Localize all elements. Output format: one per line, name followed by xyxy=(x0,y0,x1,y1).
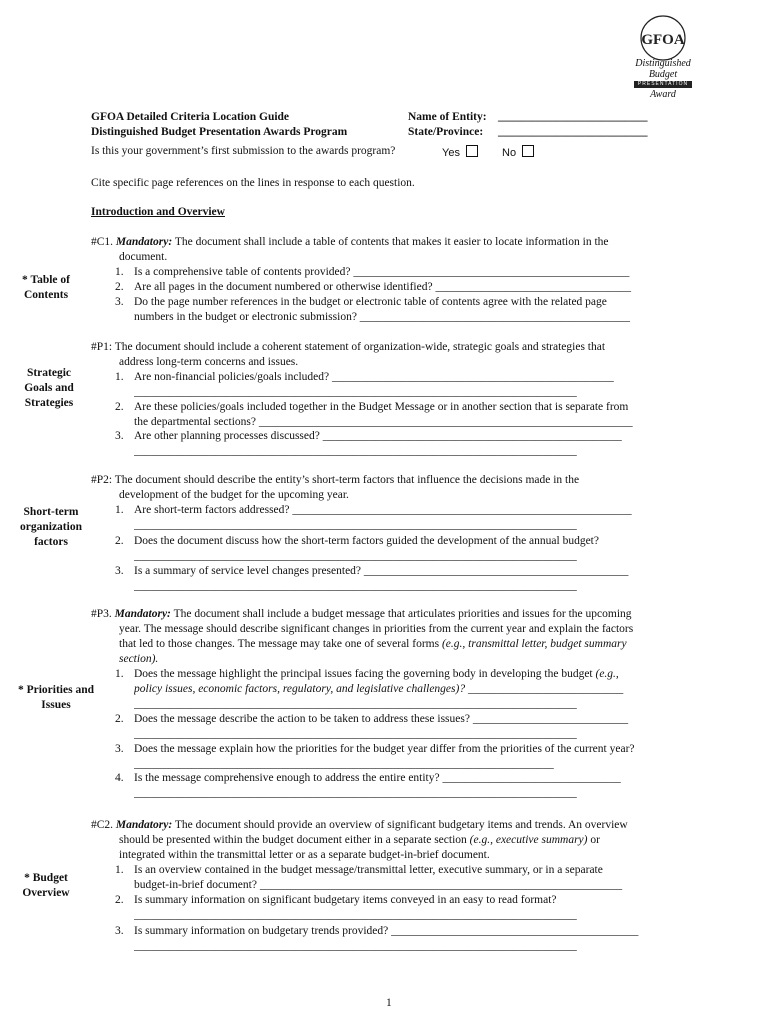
p1-q1-answer-line[interactable]: _____________________________________________________________________________ xyxy=(134,386,577,398)
guide-title: GFOA Detailed Criteria Location Guide xyxy=(91,111,290,123)
c1-q2-number: 2. xyxy=(115,281,124,293)
p2-q3-number: 3. xyxy=(115,565,124,577)
c2-q2-number: 2. xyxy=(115,894,124,906)
p3-q4-number: 4. xyxy=(115,772,124,784)
sidebar-label-budget xyxy=(10,871,82,901)
p1-criterion: #P1: The document should include a coherent statement of organization-wide, strategic goals and strategies that xyxy=(91,341,606,353)
p3-criterion-line2: year. The message should describe significant changes in priorities from the current year and explain the factors xyxy=(119,623,634,635)
p3-criterion xyxy=(91,607,690,622)
no-label: No xyxy=(502,147,517,159)
p1-criterion-cont: address long-term concerns and issues. xyxy=(119,356,299,368)
c2-criterion-line2 xyxy=(119,833,690,848)
sidebar-strategic-line2: Goals and xyxy=(24,382,74,394)
sidebar-shortterm-line2: organization xyxy=(20,521,82,533)
state-label: State/Province: xyxy=(408,126,484,138)
p2-question-1[interactable] xyxy=(115,503,690,518)
c2-q2-text: Is summary information on significant budgetary items conveyed in an easy to read format? xyxy=(134,894,557,906)
logo-letters: GFOA xyxy=(641,32,685,48)
c1-criterion xyxy=(91,235,690,250)
p1-q2-number: 2. xyxy=(115,401,124,413)
state-field[interactable]: __________________________ xyxy=(498,126,648,138)
c2-q3-number: 3. xyxy=(115,925,124,937)
c1-code: #C1. xyxy=(91,236,114,248)
c1-q3-text-cont[interactable]: numbers in the budget or electronic submission? _______________________________________________ xyxy=(134,311,631,323)
c1-q1-number: 1. xyxy=(115,266,124,278)
p2-criterion: #P2: The document should describe the entity’s short-term factors that influence the decisions made in the xyxy=(91,474,580,486)
p3-line3-italic: (e.g., transmittal letter, budget summary xyxy=(441,638,627,650)
p2-q1-text: Are short-term factors addressed? ___________________________________________________________ xyxy=(134,504,632,516)
first-submission-question: Is this your government’s first submission to the awards program? xyxy=(91,145,396,157)
sidebar-strategic-line3: Strategies xyxy=(24,397,74,409)
c2-line2-end: or xyxy=(587,834,600,846)
p2-q2-answer-line[interactable]: _____________________________________________________________________________ xyxy=(134,550,577,562)
sidebar-budget-line2: Overview xyxy=(22,887,70,899)
p2-criterion-cont: development of the budget for the upcoming year. xyxy=(119,489,349,501)
p3-q2-answer-line[interactable]: _____________________________________________________________________________ xyxy=(134,728,577,740)
section-heading: Introduction and Overview xyxy=(91,206,225,218)
c1-q1-text: Is a comprehensive table of contents provided? ________________________________________________ xyxy=(134,266,630,278)
page-number: 1 xyxy=(386,997,392,1009)
c1-mandatory: Mandatory: xyxy=(115,236,173,248)
program-title: Distinguished Budget Presentation Awards Program xyxy=(91,126,348,138)
p3-q2-text: Does the message describe the action to be taken to address these issues? ___________________________ xyxy=(134,713,629,725)
c1-q3-number: 3. xyxy=(115,296,124,308)
entity-field[interactable]: __________________________ xyxy=(498,111,648,123)
p2-q3-text: Is a summary of service level changes presented? ______________________________________________ xyxy=(134,565,629,577)
p3-q4-answer-line[interactable]: _____________________________________________________________________________ xyxy=(134,787,577,799)
instruction-text: Cite specific page references on the lines in response to each question. xyxy=(91,177,415,189)
c1-question-1[interactable] xyxy=(115,265,690,280)
c2-mandatory: Mandatory: xyxy=(115,819,173,831)
sidebar-priorities-line1: * Priorities and xyxy=(17,684,95,696)
yes-option[interactable] xyxy=(442,145,478,159)
p1-q2-text-cont[interactable]: the departmental sections? _________________________________________________________________ xyxy=(134,416,633,428)
c2-code: #C2. xyxy=(91,819,114,831)
p3-q3-text: Does the message explain how the priorities for the budget year differ from the priorities of the current year? xyxy=(134,743,635,755)
c2-line2-italic: (e.g., executive summary) xyxy=(469,834,588,846)
sidebar-strategic-line1: Strategic xyxy=(26,367,72,379)
logo-budget: Budget xyxy=(648,69,678,80)
p3-q1-text: Does the message highlight the principal issues facing the governing body in developing the budget xyxy=(134,668,596,680)
logo-distinguished: Distinguished xyxy=(635,58,691,69)
sidebar-shortterm-line3: factors xyxy=(34,536,68,548)
p3-mandatory: Mandatory: xyxy=(114,608,171,620)
p3-code: #P3. xyxy=(91,608,112,620)
p3-q1-italic-cont: policy issues, economic factors, regulatory, and legislative challenges)? xyxy=(134,683,466,695)
p2-q1-number: 1. xyxy=(115,504,124,516)
p1-question-2[interactable] xyxy=(115,400,690,415)
c2-question-1[interactable] xyxy=(115,863,690,878)
no-option[interactable] xyxy=(502,145,534,159)
p3-q2-number: 2. xyxy=(115,713,124,725)
p1-q3-answer-line[interactable]: _____________________________________________________________________________ xyxy=(134,445,577,457)
sidebar-label-shortterm xyxy=(8,505,94,550)
c2-q2-answer-line[interactable]: _____________________________________________________________________________ xyxy=(134,909,577,921)
logo-presentation: PRESENTATION xyxy=(634,81,692,88)
logo-award: Award xyxy=(650,89,676,100)
p3-q3-number: 3. xyxy=(115,743,124,755)
c1-question-2[interactable] xyxy=(115,280,690,295)
c2-question-2[interactable] xyxy=(115,893,690,908)
c1-q3-text: Do the page number references in the budget or electronic table of contents agree with the related page xyxy=(134,296,607,308)
c1-text-cont: document. xyxy=(119,251,168,263)
p3-q1-number: 1. xyxy=(115,668,124,680)
sidebar-shortterm-line1: Short-term xyxy=(23,506,79,518)
c2-text: The document should provide an overview of significant budgetary items and trends. An overview xyxy=(174,819,628,831)
p1-question-3[interactable] xyxy=(115,429,690,444)
sidebar-toc-line2: Contents xyxy=(23,289,69,301)
p1-q3-number: 3. xyxy=(115,430,124,442)
c2-criterion xyxy=(91,818,690,833)
p2-question-2[interactable] xyxy=(115,534,690,549)
p3-q1-blank: ___________________________ xyxy=(465,683,624,695)
p3-criterion-line3 xyxy=(119,637,690,652)
yes-label: Yes xyxy=(442,147,460,159)
c1-question-3[interactable] xyxy=(115,295,690,310)
sidebar-priorities-line2: Issues xyxy=(41,699,71,711)
sidebar-toc-line1: * Table of xyxy=(22,274,70,286)
p2-q2-number: 2. xyxy=(115,535,124,547)
p3-q3-answer-line[interactable]: _________________________________________________________________________ xyxy=(134,758,554,770)
sidebar-label-toc xyxy=(10,273,82,303)
sidebar-label-strategic xyxy=(10,366,88,411)
c1-q2-text: Are all pages in the document numbered or otherwise identified? __________________________________ xyxy=(134,281,631,293)
p3-question-2[interactable] xyxy=(115,712,690,727)
c2-criterion-line3: integrated within the transmittal letter or as a separate budget-in-brief document. xyxy=(119,849,490,861)
p2-q1-answer-line[interactable]: _____________________________________________________________________________ xyxy=(134,519,577,531)
c2-q3-answer-line[interactable]: _____________________________________________________________________________ xyxy=(134,940,577,952)
c2-q1-number: 1. xyxy=(115,864,124,876)
p3-q1-text-cont[interactable] xyxy=(134,682,690,697)
p3-question-3[interactable] xyxy=(115,742,690,757)
p1-q1-number: 1. xyxy=(115,371,124,383)
p2-question-3[interactable] xyxy=(115,564,690,579)
c2-question-3[interactable] xyxy=(115,924,690,939)
p3-line3-text: that led to those changes. The message may take one of several forms xyxy=(119,638,442,650)
gfoa-seal-icon xyxy=(632,14,694,62)
p1-q1-text: Are non-financial policies/goals included? _________________________________________________ xyxy=(134,371,614,383)
p1-question-1[interactable] xyxy=(115,370,690,385)
entity-label: Name of Entity: xyxy=(408,111,487,123)
p1-q3-text: Are other planning processes discussed? ____________________________________________________ xyxy=(134,430,622,442)
p3-q4-text: Is the message comprehensive enough to address the entire entity? _______________________________ xyxy=(134,772,621,784)
p1-q2-text: Are these policies/goals included together in the Budget Message or in another section that is separate from xyxy=(134,401,629,413)
sidebar-label-priorities xyxy=(6,683,106,713)
gfoa-award-logo xyxy=(632,14,694,104)
no-checkbox[interactable] xyxy=(522,145,534,157)
sidebar-budget-line1: * Budget xyxy=(24,872,68,884)
c2-line2-text: should be presented within the budget document either in a separate section xyxy=(119,834,470,846)
p3-criterion-line4: section). xyxy=(119,653,159,665)
p3-question-1[interactable] xyxy=(115,667,690,682)
c2-q1-text-cont[interactable]: budget-in-brief document? _______________________________________________________________ xyxy=(134,879,623,891)
p3-q1-italic: (e.g., xyxy=(595,668,619,680)
c2-q1-text: Is an overview contained in the budget message/transmittal letter, executive summary, or in a separate xyxy=(134,864,603,876)
p2-q2-text: Does the document discuss how the short-term factors guided the development of the annual budget? xyxy=(134,535,599,547)
c2-q3-text: Is summary information on budgetary trends provided? ___________________________________________ xyxy=(134,925,639,937)
p3-q1-answer-line[interactable]: _____________________________________________________________________________ xyxy=(134,698,577,710)
p3-question-4[interactable] xyxy=(115,771,690,786)
c1-text: The document shall include a table of contents that makes it easier to locate information in the xyxy=(174,236,609,248)
p3-text: The document shall include a budget message that articulates priorities and issues for the upcoming xyxy=(173,608,632,620)
p2-q3-answer-line[interactable]: _____________________________________________________________________________ xyxy=(134,580,577,592)
yes-checkbox[interactable] xyxy=(466,145,478,157)
